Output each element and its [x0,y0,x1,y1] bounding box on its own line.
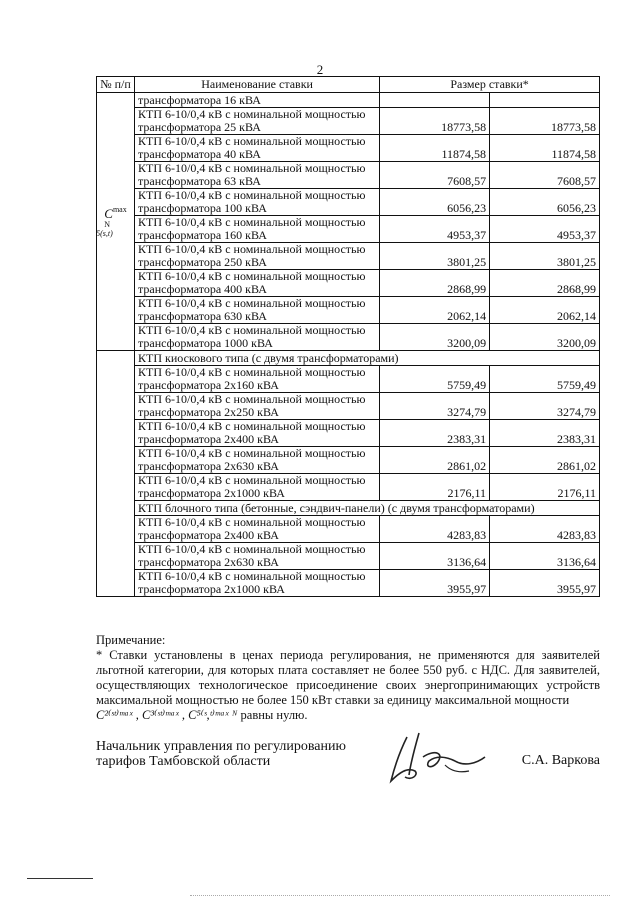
note-text [96,648,600,723]
signer-title-line2: тарифов Тамбовской области [96,754,271,769]
row-name-line2: трансформатора 160 кВА [138,228,267,242]
row-name-line2: трансформатора 2х400 кВА [138,432,279,446]
row-name-line1: КТП 6-10/0,4 кВ с номинальной мощностью [138,296,366,310]
row-name-line1: КТП 6-10/0,4 кВ с номинальной мощностью [138,515,366,529]
header-size: Размер ставки* [380,77,600,93]
row-name [135,366,380,393]
scan-artifact-line [190,895,610,896]
table-section-row [97,351,600,366]
row-name-line1: КТП 6-10/0,4 кВ с номинальной мощностью [138,215,366,229]
row-value-2: 2868,99 [490,270,600,297]
row-name-line1: КТП 6-10/0,4 кВ с номинальной мощностью [138,365,366,379]
row-value-2: 4953,37 [490,216,600,243]
row-name: трансформатора 16 кВА [135,93,380,108]
section-title: КТП блочного типа (бетонные, сэндвич-панели) (с двумя трансформаторами) [135,501,600,516]
row-name [135,243,380,270]
table-row [97,474,600,501]
table-row [97,162,600,189]
num-column-empty [97,351,135,597]
row-value-2: 18773,58 [490,108,600,135]
note-tail: равны нулю. [240,708,308,722]
row-name-line2: трансформатора 630 кВА [138,309,267,323]
row-name-line1: КТП 6-10/0,4 кВ с номинальной мощностью [138,419,366,433]
row-name-line2: трансформатора 2х1000 кВА [138,486,285,500]
row-value-2: 3801,25 [490,243,600,270]
row-name-line2: трансформатора 2х160 кВА [138,378,279,392]
row-name [135,447,380,474]
row-value-1: 2062,14 [380,297,490,324]
table-row [97,243,600,270]
row-value-1: 7608,57 [380,162,490,189]
row-name-line1: КТП 6-10/0,4 кВ с номинальной мощностью [138,107,366,121]
footer-rule [27,878,93,879]
signer-name: С.А. Варкова [521,753,600,768]
row-name-line1: КТП 6-10/0,4 кВ с номинальной мощностью [138,269,366,283]
row-name-line2: трансформатора 2х250 кВА [138,405,279,419]
row-name-line2: трансформатора 2х630 кВА [138,555,279,569]
row-name [135,135,380,162]
table-row [97,135,600,162]
row-value-2: 3955,97 [490,570,600,597]
row-value-1: 2176,11 [380,474,490,501]
row-name [135,162,380,189]
table-body [97,93,600,597]
table-row [97,324,600,351]
row-value-1: 2383,31 [380,420,490,447]
table-row [97,93,600,108]
row-value-1: 3200,09 [380,324,490,351]
row-value-1: 11874,58 [380,135,490,162]
table-row [97,366,600,393]
table-section-row [97,501,600,516]
signer-title [96,739,396,769]
row-value-2: 2176,11 [490,474,600,501]
note-body: * Ставки установлены в ценах периода регулирования, не применяются для заявителей льготной категории, для которых плата составляет не более 550 руб. с НДС. Для заявителей, осуществляющих технологическое присоединение своих энергопринимающих устройств максимальной мощностью не более 150 кВт ставки за единицу максимальной мощности [96,648,600,707]
row-value-2 [490,93,600,108]
row-name [135,420,380,447]
row-name-line2: трансформатора 40 кВА [138,147,261,161]
row-name [135,324,380,351]
handwritten-signature [385,727,495,789]
row-value-2: 2861,02 [490,447,600,474]
table-row [97,189,600,216]
header-name: Наименование ставки [135,77,380,93]
row-value-2: 5759,49 [490,366,600,393]
symbol-sup: max N [104,204,127,229]
row-value-1: 18773,58 [380,108,490,135]
row-name [135,270,380,297]
header-num: № п/п [97,77,135,93]
table-row [97,216,600,243]
row-name-line1: КТП 6-10/0,4 кВ с номинальной мощностью [138,473,366,487]
table-row [97,108,600,135]
row-name [135,570,380,597]
table-row [97,393,600,420]
row-value-1: 3274,79 [380,393,490,420]
row-name-line1: КТП 6-10/0,4 кВ с номинальной мощностью [138,134,366,148]
row-name-line2: трансформатора 2х630 кВА [138,459,279,473]
rate-symbol [97,93,135,351]
row-value-2: 3136,64 [490,543,600,570]
table-row [97,570,600,597]
row-value-2: 4283,83 [490,516,600,543]
table-row [97,516,600,543]
note-block [96,633,600,723]
row-name-line1: КТП 6-10/0,4 кВ с номинальной мощностью [138,188,366,202]
table-header-row [97,77,600,93]
rates-table [96,76,600,597]
row-name-line2: трансформатора 400 кВА [138,282,267,296]
row-name-line2: трансформатора 1000 кВА [138,336,273,350]
row-name [135,216,380,243]
row-name-line1: КТП 6-10/0,4 кВ с номинальной мощностью [138,569,366,583]
row-name [135,474,380,501]
row-value-1: 3136,64 [380,543,490,570]
table-row [97,270,600,297]
page-number: 2 [316,62,324,77]
row-name-line1: КТП 6-10/0,4 кВ с номинальной мощностью [138,161,366,175]
symbol-base: C [104,205,113,221]
row-value-1: 5759,49 [380,366,490,393]
row-name-line2: трансформатора 2х400 кВА [138,528,279,542]
section-title: КТП киоскового типа (с двумя трансформаторами) [135,351,600,366]
table-row [97,447,600,474]
row-value-2: 6056,23 [490,189,600,216]
row-name-line2: трансформатора 100 кВА [138,201,267,215]
row-name-line1: КТП 6-10/0,4 кВ с номинальной мощностью [138,446,366,460]
symbol-sub: 5(s,t) [96,228,113,238]
row-value-2: 3274,79 [490,393,600,420]
row-name [135,297,380,324]
row-value-1: 3955,97 [380,570,490,597]
row-value-2: 2062,14 [490,297,600,324]
note-symbols: C²⁽ˢᵗ⁾ᵐᵃˣ , C³⁽ˢᵗ⁾ᵐᵃˣ , C⁵⁽ˢ,ᵗ⁾ᵐᵃˣ ᴺ [96,708,238,722]
row-name [135,108,380,135]
row-value-2: 2383,31 [490,420,600,447]
row-name [135,516,380,543]
table-row [97,420,600,447]
row-name [135,393,380,420]
signer-title-line1: Начальник управления по регулированию [96,739,346,754]
row-value-1 [380,93,490,108]
row-name-line1: КТП 6-10/0,4 кВ с номинальной мощностью [138,392,366,406]
row-name-line2: трансформатора 2х1000 кВА [138,582,285,596]
row-value-2: 3200,09 [490,324,600,351]
row-value-1: 2868,99 [380,270,490,297]
row-name [135,543,380,570]
row-name-line1: КТП 6-10/0,4 кВ с номинальной мощностью [138,542,366,556]
row-value-2: 7608,57 [490,162,600,189]
row-name-line1: КТП 6-10/0,4 кВ с номинальной мощностью [138,242,366,256]
row-value-1: 2861,02 [380,447,490,474]
table-row [97,297,600,324]
row-name-line2: трансформатора 63 кВА [138,174,261,188]
note-label: Примечание: [96,633,166,647]
row-value-1: 6056,23 [380,189,490,216]
row-name-line2: трансформатора 25 кВА [138,120,261,134]
row-value-1: 4953,37 [380,216,490,243]
row-name-line1: КТП 6-10/0,4 кВ с номинальной мощностью [138,323,366,337]
row-name-line2: трансформатора 250 кВА [138,255,267,269]
table-row [97,543,600,570]
row-value-1: 4283,83 [380,516,490,543]
row-name [135,189,380,216]
row-value-2: 11874,58 [490,135,600,162]
row-value-1: 3801,25 [380,243,490,270]
